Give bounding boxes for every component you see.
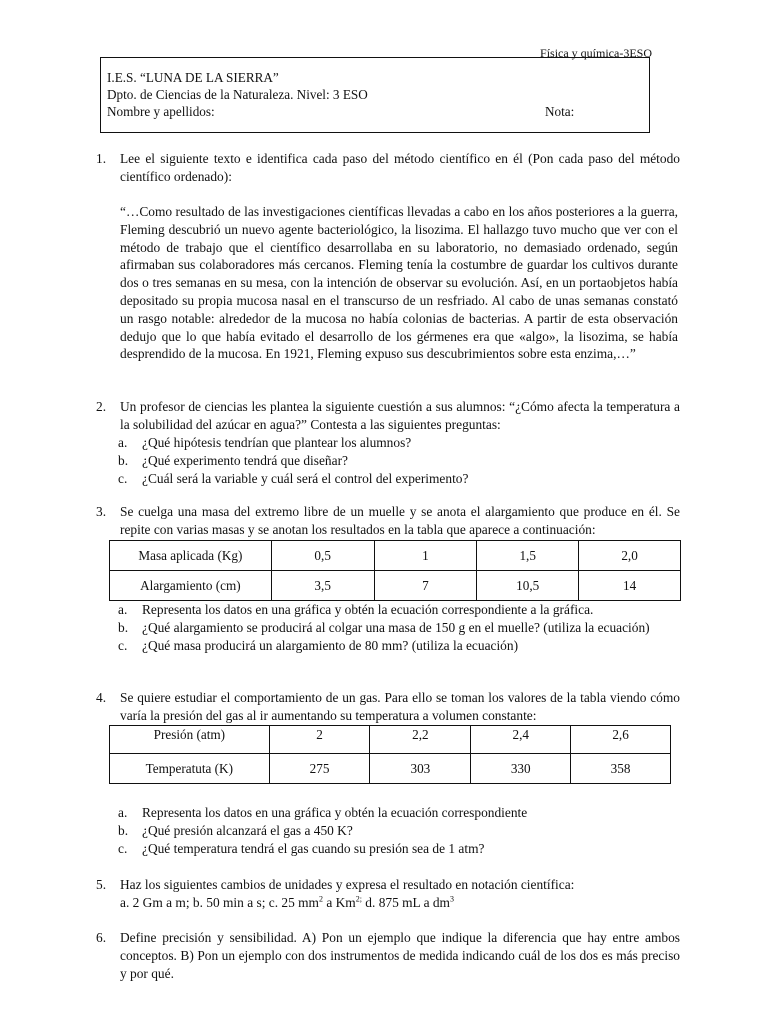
table-cell: 14 [579, 571, 681, 601]
question-text: Un profesor de ciencias les plantea la siguiente cuestión a sus alumnos: “¿Cómo afecta la temperatura a la solubilidad del azúcar en agua?” Contesta a las siguientes preguntas: [120, 399, 680, 432]
spring-data-table [109, 540, 681, 601]
sub-question-list [96, 804, 680, 858]
header-box [100, 57, 650, 133]
sub-question: b. ¿Qué presión alcanzará el gas a 450 K? [118, 823, 353, 838]
grade-label: Nota: [545, 104, 575, 119]
table-cell: 2,2 [370, 726, 471, 754]
question-2 [96, 398, 680, 488]
sub-question-list [96, 601, 680, 655]
table-cell: 10,5 [477, 571, 579, 601]
sub-question: c. ¿Qué masa producirá un alargamiento de 80 mm? (utiliza la ecuación) [118, 638, 519, 653]
table-cell: 2 [269, 726, 370, 754]
question-4 [96, 689, 680, 725]
fleming-quote: “…Como resultado de las investigaciones científicas llevadas a cabo en los años posteriores a la guerra, Fleming descubrió un nuevo agente bacteriológico, la lisozima. El hallazgo tuvo mucho que ver con el método de trabajo que el científico desarrollaba en su laboratorio, no demasiado ordenado, según afirmaban sus colaboradores más cercanos. Fleming tenía la costumbre de guardar los cultivos durante dos o tres semanas en su mesa, con la intención de observar su evolución. Así, en un portaobjetos había depositado su propia mucosa nasal en el transcurso de un resfriado. Al cabo de unas semanas constató un rasgo notable: alrededor de la mucosa no había colonias de bacterias. A partir de esta observación dedujo que lo que había evitado el desarrollo de los gérmenes era que «algo», la lisozima, se había desprendido de la mucosa. En 1921, Fleming expuso sus descubrimientos sobre esta enzima,…” [120, 204, 678, 362]
table-cell: 2,6 [571, 726, 671, 754]
question-text: Se quiere estudiar el comportamiento de un gas. Para ello se toman los valores de la tabla viendo cómo varía la presión del gas al ir aumentando su temperatura a volumen constante: [120, 690, 680, 723]
sub-question: a. Representa los datos en una gráfica y obtén la ecuación correspondiente a la gráfica. [118, 602, 594, 617]
question-4-subs [96, 804, 680, 858]
sub-question: a. ¿Qué hipótesis tendrían que plantear los alumnos? [118, 435, 412, 450]
sub-question-list [96, 434, 680, 488]
table-cell: 358 [571, 754, 671, 784]
question-6 [96, 929, 680, 983]
table-cell: 0,5 [271, 541, 374, 571]
question-number: 5. [96, 877, 107, 892]
question-5 [96, 876, 680, 912]
question-1 [96, 150, 680, 186]
subject-label: Física y química-3ESO [540, 46, 652, 60]
question-number: 3. [96, 504, 107, 519]
table-cell: Presión (atm) [110, 726, 270, 754]
sub-question: a. Representa los datos en una gráfica y obtén la ecuación correspondiente [118, 805, 528, 820]
department-level: Dpto. de Ciencias de la Naturaleza. Nivel: 3 ESO [107, 87, 368, 102]
question-number: 4. [96, 690, 107, 705]
table-cell: 2,4 [471, 726, 571, 754]
question-text: Se cuelga una masa del extremo libre de un muelle y se anota el alargamiento que produce en él. Se repite con varias masas y se anotan los resultados en la tabla que aparece a continuación: [120, 504, 680, 537]
table-cell: Masa aplicada (Kg) [110, 541, 272, 571]
sub-question: c. ¿Cuál será la variable y cuál será el control del experimento? [118, 471, 469, 486]
question-number: 1. [96, 151, 107, 166]
question-text: Lee el siguiente texto e identifica cada paso del método científico en él (Pon cada paso del método científico ordenado): [120, 151, 680, 184]
unit-conversions: a. 2 Gm a m; b. 50 min a s; c. 25 $mm^2$ a $Km^{2;}$ d. 875 mL a $dm^3$ [120, 894, 454, 910]
name-label: Nombre y apellidos: [107, 104, 215, 119]
question-text: Define precisión y sensibilidad. A) Pon un ejemplo que indique la diferencia que hay entre ambos conceptos. B) Pon un ejemplo con dos instrumentos de medida indicando cuál de los dos es más preciso y por qué. [120, 930, 680, 981]
table-cell: 1,5 [477, 541, 579, 571]
question-number: 6. [96, 930, 107, 945]
table-cell: 330 [471, 754, 571, 784]
question-text: Haz los siguientes cambios de unidades y expresa el resultado en notación científica: [120, 877, 575, 892]
table-cell: 3,5 [271, 571, 374, 601]
table-cell: 1 [374, 541, 477, 571]
gas-data-table [109, 725, 671, 784]
table-cell: 2,0 [579, 541, 681, 571]
table-cell: 275 [269, 754, 370, 784]
sub-question: b. ¿Qué alargamiento se producirá al colgar una masa de 150 g en el muelle? (utiliza la ecuación) [118, 620, 650, 635]
school-name: I.E.S. “LUNA DE LA SIERRA” [107, 70, 279, 85]
table-cell: 7 [374, 571, 477, 601]
question-number: 2. [96, 399, 107, 414]
name-row [107, 103, 643, 120]
sub-question: c. ¿Qué temperatura tendrá el gas cuando su presión sea de 1 atm? [118, 841, 485, 856]
question-3 [96, 503, 680, 539]
question-3-subs [96, 601, 680, 655]
table-cell: Temperatuta (K) [110, 754, 270, 784]
table-cell: Alargamiento (cm) [110, 571, 272, 601]
sub-question: b. ¿Qué experimento tendrá que diseñar? [118, 453, 348, 468]
table-cell: 303 [370, 754, 471, 784]
